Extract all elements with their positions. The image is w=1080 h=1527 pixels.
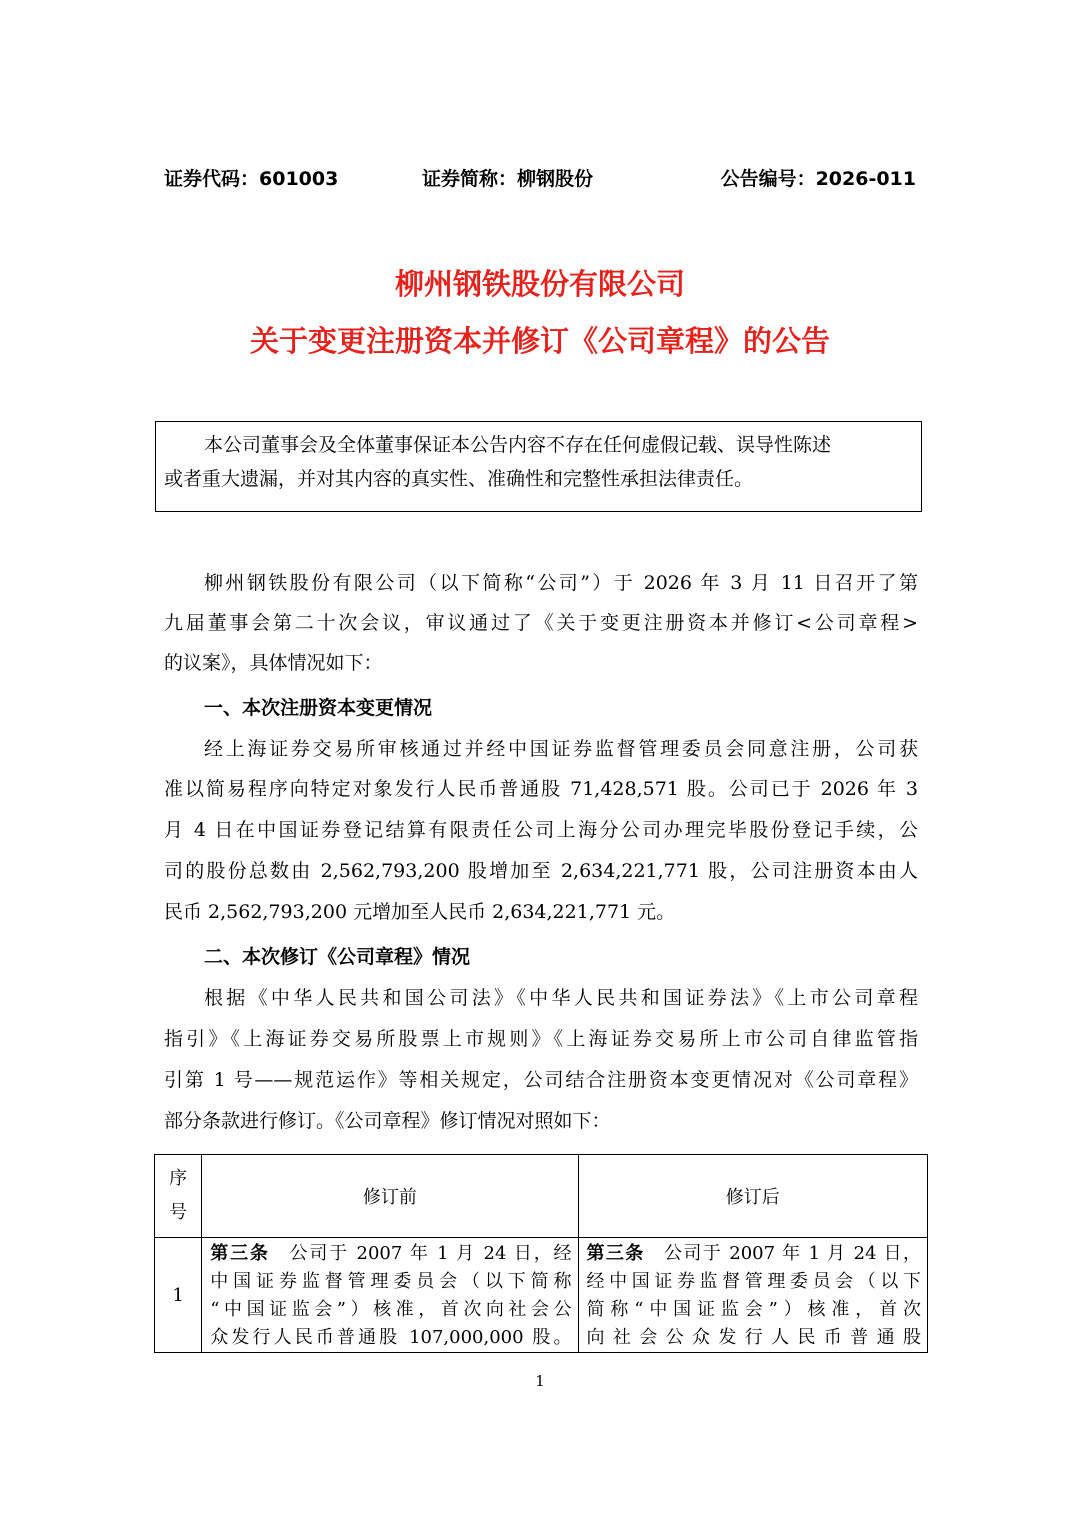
section1-line: 司的股份总数由 2,562,793,200 股增加至 2,634,221,771 股，公司注册资本由人 xyxy=(164,860,918,882)
table-row xyxy=(155,1238,928,1353)
disclaimer-line: 本公司董事会及全体董事保证本公告内容不存在任何虚假记载、误导性陈述 xyxy=(204,434,832,456)
section-heading-2: 二、本次修订《公司章程》情况 xyxy=(204,946,471,968)
section-heading-1: 一、本次注册资本变更情况 xyxy=(204,697,433,719)
intro-line: 的议案》，具体情况如下： xyxy=(164,652,383,674)
article-label: 第三条 xyxy=(210,1243,270,1264)
cell-line: 经中国证券监督管理委员会（以下 xyxy=(586,1271,921,1292)
row-after-cell xyxy=(578,1238,927,1353)
intro-line: 九届董事会第二十次会议，审议通过了《关于变更注册资本并修订<公司章程> xyxy=(164,612,918,634)
stock-code: 证券代码：601003 xyxy=(164,168,339,190)
article-label: 第三条 xyxy=(586,1243,645,1264)
cell-line xyxy=(210,1240,571,1268)
section1-line: 准以简易程序向特定对象发行人民币普通股 71,428,571 股。公司已于 2026 年 3 xyxy=(164,778,918,800)
page-number: 1 xyxy=(535,1372,545,1390)
section2-line: 指引》《上海证券交易所股票上市规则》《上海证券交易所上市公司自律监管指 xyxy=(164,1028,918,1050)
section1-line: 民币 2,562,793,200 元增加至人民币 2,634,221,771 元。 xyxy=(164,901,676,923)
announcement-number: 公告编号：2026-011 xyxy=(720,168,916,190)
header-seq-char: 号 xyxy=(169,1202,188,1223)
cell-line: 向社会公众发行人民币普通股 xyxy=(586,1327,921,1348)
header-seq xyxy=(155,1155,202,1238)
revision-comparison-table xyxy=(154,1154,928,1353)
cell-line: 中国证券监督管理委员会（以下简称 xyxy=(210,1271,572,1292)
header-seq-char: 序 xyxy=(169,1168,188,1189)
section2-line: 部分条款进行修订。《公司章程》修订情况对照如下： xyxy=(164,1110,611,1132)
stock-abbreviation: 证券简称：柳钢股份 xyxy=(422,168,594,190)
header-before: 修订前 xyxy=(202,1155,578,1238)
intro-line: 柳州钢铁股份有限公司（以下简称“公司”）于 2026 年 3 月 11 日召开了第 xyxy=(204,572,918,594)
cell-text: 公司于 2007 年 1 月 24 日，经 xyxy=(289,1243,572,1264)
header-after: 修订后 xyxy=(578,1155,927,1238)
cell-line: 简称“中国证监会”）核准，首次 xyxy=(586,1299,921,1320)
disclaimer-line: 或者重大遗漏，并对其内容的真实性、准确性和完整性承担法律责任。 xyxy=(164,468,754,490)
section2-line: 根据《中华人民共和国公司法》《中华人民共和国证券法》《上市公司章程 xyxy=(204,987,918,1009)
announcement-title: 关于变更注册资本并修订《公司章程》的公告 xyxy=(249,324,830,358)
section2-line: 引第 1 号——规范运作》等相关规定，公司结合注册资本变更情况对《公司章程》 xyxy=(164,1069,918,1091)
row-seq: 1 xyxy=(155,1238,202,1353)
section1-line: 经上海证券交易所审核通过并经中国证券监督管理委员会同意注册，公司获 xyxy=(204,738,918,760)
cell-line: “中国证监会”）核准，首次向社会公 xyxy=(210,1299,572,1320)
row-before-cell xyxy=(202,1238,578,1353)
section1-line: 月 4 日在中国证券登记结算有限责任公司上海分公司办理完毕股份登记手续，公 xyxy=(164,819,918,841)
disclaimer-box xyxy=(155,421,922,512)
cell-line: 众发行人民币普通股 107,000,000 股。 xyxy=(210,1327,572,1348)
cell-text: 公司于 2007 年 1 月 24 日， xyxy=(664,1243,922,1264)
table-header-row xyxy=(155,1155,928,1238)
announcement-header xyxy=(164,164,916,196)
cell-line xyxy=(587,1240,921,1268)
company-title: 柳州钢铁股份有限公司 xyxy=(394,267,685,301)
